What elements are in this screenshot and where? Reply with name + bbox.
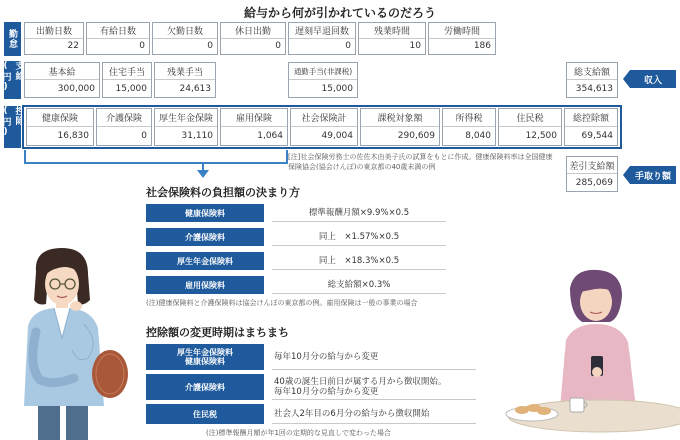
payment-cell-housing — [102, 62, 152, 98]
deduction-side-label: 控除(円) — [4, 106, 21, 148]
cell-value: 15,000 — [321, 83, 353, 94]
section2-note: (注)標準報酬月額が年1回の定期的な見直しで変わった場合 — [206, 429, 391, 437]
income-tag: 収入 — [630, 70, 676, 88]
deduction-cell-care — [96, 108, 152, 146]
cell-label: 残業時間 — [359, 23, 425, 39]
cell-label: 労働時間 — [429, 23, 495, 39]
row-value: 同上 ×1.57%×0.5 — [272, 228, 446, 246]
cell-value: 0 — [207, 41, 213, 52]
section2-title: 控除額の変更時期はまちまち — [146, 326, 289, 339]
row-label: 厚生年金保険料 健康保険料 — [146, 344, 264, 370]
table-row — [146, 228, 446, 246]
table-row — [146, 276, 446, 294]
cell-label: 所得税 — [443, 109, 495, 127]
row-label: 厚生年金保険料 — [146, 252, 264, 270]
cell-value: 186 — [473, 41, 491, 52]
attendance-cell-work-hours — [428, 22, 496, 55]
cell-value: 0 — [139, 41, 145, 52]
cell-label: 厚生年金保険 — [155, 109, 217, 127]
deduction-cell-income-tax — [442, 108, 496, 146]
attendance-side-label: 勤怠 — [4, 22, 21, 56]
cell-label: 健康保険 — [27, 109, 93, 127]
cell-value: 24,613 — [179, 83, 211, 94]
cell-value: 10 — [409, 41, 421, 52]
cell-value: 300,000 — [57, 83, 95, 94]
cell-label: 住民税 — [499, 109, 561, 127]
cell-value: 1,064 — [257, 131, 283, 141]
table-row — [146, 252, 446, 270]
cell-label: 社会保険計 — [291, 109, 357, 127]
row-label: 住民税 — [146, 404, 264, 424]
row-value: 毎年10月分の給与から変更 — [272, 344, 476, 370]
cell-value: 16,830 — [57, 131, 89, 141]
deduction-cell-pension — [154, 108, 218, 146]
cell-value: 285,069 — [575, 177, 613, 188]
deduction-cell-resident-tax — [498, 108, 562, 146]
cell-label: 出勤日数 — [25, 23, 83, 39]
attendance-cell-paid-leave — [86, 22, 150, 55]
takehome-tag: 手取り額 — [630, 166, 676, 184]
row-value: 40歳の誕生日前日が属する月から徴収開始。 毎年10月分の給与から変更 — [272, 374, 476, 400]
row-value: 総支給額×0.3% — [272, 276, 446, 294]
row-label: 雇用保険料 — [146, 276, 264, 294]
deduction-bracket — [24, 150, 288, 164]
cell-value: 12,500 — [525, 131, 557, 141]
cell-value: 49,004 — [321, 131, 353, 141]
cell-label: 課税対象額 — [361, 109, 439, 127]
attendance-cell-absence — [152, 22, 218, 55]
source-note: [注]社会保険労務士の佐佐木由美子氏の試算をもとに作成。健康保険料率は全国健康保険協会(協会けんぽ)の東京都の40歳未満の例 — [288, 153, 553, 171]
woman-with-glasses-illustration — [14, 246, 132, 440]
woman-with-phone-illustration — [470, 268, 680, 440]
cell-label: 通勤手当(非課税) — [289, 63, 357, 80]
cell-value: 0 — [141, 131, 147, 141]
attendance-cell-overtime — [358, 22, 426, 55]
cell-value: 22 — [67, 41, 79, 52]
gross-pay-cell — [566, 62, 618, 98]
row-label: 介護保険料 — [146, 228, 264, 246]
row-label: 介護保険料 — [146, 374, 264, 400]
cell-value: 0 — [345, 41, 351, 52]
attendance-cell-days — [24, 22, 84, 55]
cell-label: 遅刻早退回数 — [289, 23, 355, 39]
deduction-cell-total — [564, 108, 618, 146]
section1-title: 社会保険料の負担額の決まり方 — [146, 186, 300, 199]
cell-value: 31,110 — [181, 131, 213, 141]
attendance-cell-holiday-work — [220, 22, 286, 55]
deduction-cell-health — [26, 108, 94, 146]
cell-label: 雇用保険 — [221, 109, 287, 127]
cell-label: 総支給額 — [567, 63, 617, 80]
cell-value: 8,040 — [465, 131, 491, 141]
cell-label: 差引支給額 — [567, 157, 617, 174]
payment-cell-overtime-pay — [154, 62, 216, 98]
cell-label: 総控除額 — [565, 109, 617, 127]
table-row — [146, 344, 476, 370]
row-value: 社会人2年目の6月分の給与から徴収開始 — [272, 404, 476, 424]
cell-label: 介護保険 — [97, 109, 151, 127]
attendance-cell-late — [288, 22, 356, 55]
net-pay-cell — [566, 156, 618, 192]
arrow-down-icon — [197, 170, 209, 178]
cell-label: 残業手当 — [155, 63, 215, 80]
cell-value: 290,609 — [397, 131, 435, 141]
row-label: 健康保険料 — [146, 204, 264, 222]
payment-cell-base-salary — [24, 62, 100, 98]
cell-value: 69,544 — [581, 131, 613, 141]
deduction-cell-social-total — [290, 108, 358, 146]
cell-label: 欠勤日数 — [153, 23, 217, 39]
row-value: 同上 ×18.3%×0.5 — [272, 252, 446, 270]
table-row — [146, 204, 446, 222]
cell-label: 基本給 — [25, 63, 99, 80]
section1-note: (注)健康保険料と介護保険料は協会けんぽの東京都の例。雇用保険は一般の事業の場合 — [146, 299, 418, 307]
table-row — [146, 404, 476, 424]
cell-value: 354,613 — [575, 83, 613, 94]
cell-value: 15,000 — [115, 83, 147, 94]
row-value: 標準報酬月額×9.9%×0.5 — [272, 204, 446, 222]
cell-label: 休日出勤 — [221, 23, 285, 39]
cell-label: 有給日数 — [87, 23, 149, 39]
cell-value: 0 — [275, 41, 281, 52]
deduction-cell-employment — [220, 108, 288, 146]
deduction-cell-taxable — [360, 108, 440, 146]
payment-cell-commute — [288, 62, 358, 98]
table-row — [146, 374, 476, 400]
page-title: 給与から何が引かれているのだろう — [243, 6, 436, 20]
cell-label: 住宅手当 — [103, 63, 151, 80]
payment-side-label: 支給(円) — [4, 61, 21, 99]
